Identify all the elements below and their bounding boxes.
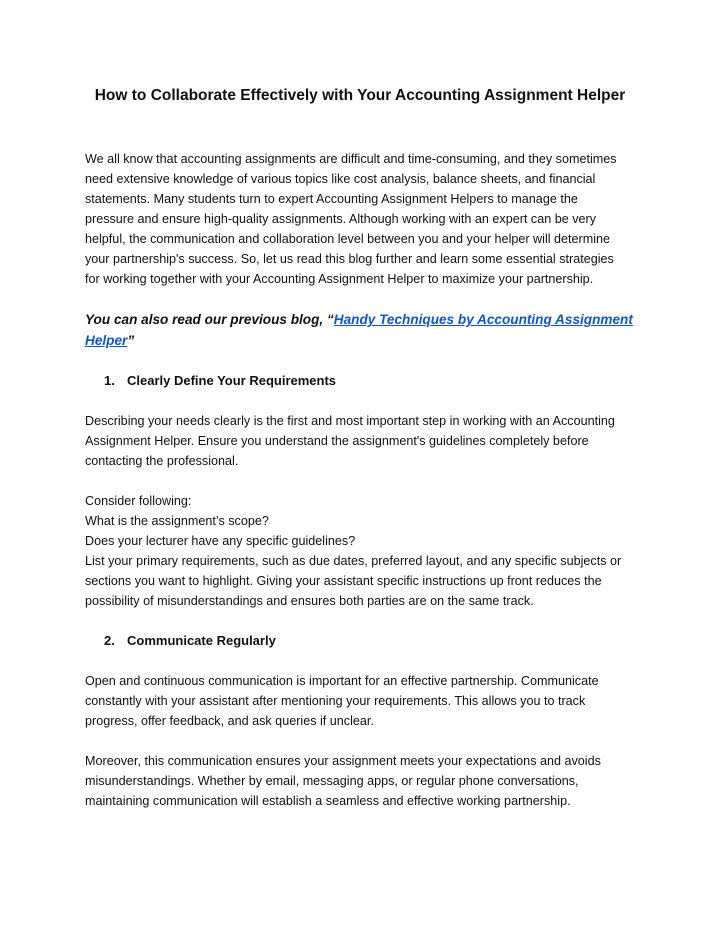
text-line: List your primary requirements, such as due dates, preferred layout, and any specific subjects or [85,554,622,568]
spacer [85,289,645,309]
spacer [85,391,645,411]
section-paragraph [85,751,645,811]
section-paragraph [85,411,645,471]
section-paragraph [85,491,645,611]
text-line: possibility of misunderstandings and ensures both parties are on the same track. [85,594,534,608]
previous-blog-link-continued[interactable]: Helper [85,333,128,348]
spacer [85,651,645,671]
text-line: Moreover, this communication ensures your assignment meets your expectations and avoids [85,754,601,768]
previous-blog-line-1 [85,309,645,330]
section-heading-requirements [85,371,645,391]
previous-blog-line-2 [85,330,645,351]
section-heading-text: Clearly Define Your Requirements [127,373,337,388]
text-line: Does your lecturer have any specific guidelines? [85,534,356,548]
spacer [85,471,645,491]
text-line: Open and continuous communication is important for an effective partnership. Communicate [85,674,599,688]
text-line: your partnership's success. So, let us read this blog further and learn some essential strategies [85,252,614,266]
text-line: statements. Many students turn to expert Accounting Assignment Helpers to manage the [85,192,578,206]
section-paragraph [85,671,645,731]
text-line: We all know that accounting assignments are difficult and time-consuming, and they sometimes [85,152,617,166]
section-heading-text: Communicate Regularly [127,633,276,648]
section-heading-communicate [85,631,645,651]
text-line: Assignment Helper. Ensure you understand the assignment's guidelines completely before [85,434,589,448]
text-line: progress, offer feedback, and ask queries if unclear. [85,714,374,728]
document-body [85,149,645,811]
spacer [85,351,645,371]
text-line: What is the assignment’s scope? [85,514,269,528]
text-line: misunderstandings. Whether by email, messaging apps, or regular phone conversations, [85,774,579,788]
intro-paragraph [85,149,645,289]
previous-blog-prefix: You can also read our previous blog, “ [85,312,334,327]
text-line: helpful, the communication and collaboration level between you and your helper will determine [85,232,611,246]
text-line: for working together with your Accounting Assignment Helper to maximize your partnership. [85,272,594,286]
spacer [85,731,645,751]
text-line: Consider following: [85,494,192,508]
text-line: Describing your needs clearly is the first and most important step in working with an Accounting [85,414,615,428]
section-number: 1. [104,373,115,388]
spacer [85,611,645,631]
text-line: sections you want to highlight. Giving your assistant specific instructions up front reduces the [85,574,602,588]
text-line: need extensive knowledge of various topics like cost analysis, balance sheets, and financial [85,172,596,186]
text-line: pressure and ensure high-quality assignments. Although working with an expert can be very [85,212,597,226]
section-number: 2. [104,633,115,648]
page-title: How to Collaborate Effectively with Your Accounting Assignment Helper [94,87,626,104]
text-line: maintaining communication will establish a seamless and effective working partnership. [85,794,571,808]
previous-blog-reference [85,309,645,351]
previous-blog-suffix: ” [127,333,135,348]
previous-blog-link[interactable]: Handy Techniques by Accounting Assignment [333,312,633,327]
text-line: contacting the professional. [85,454,239,468]
text-line: constantly with your assistant after mentioning your requirements. This allows you to track [85,694,586,708]
